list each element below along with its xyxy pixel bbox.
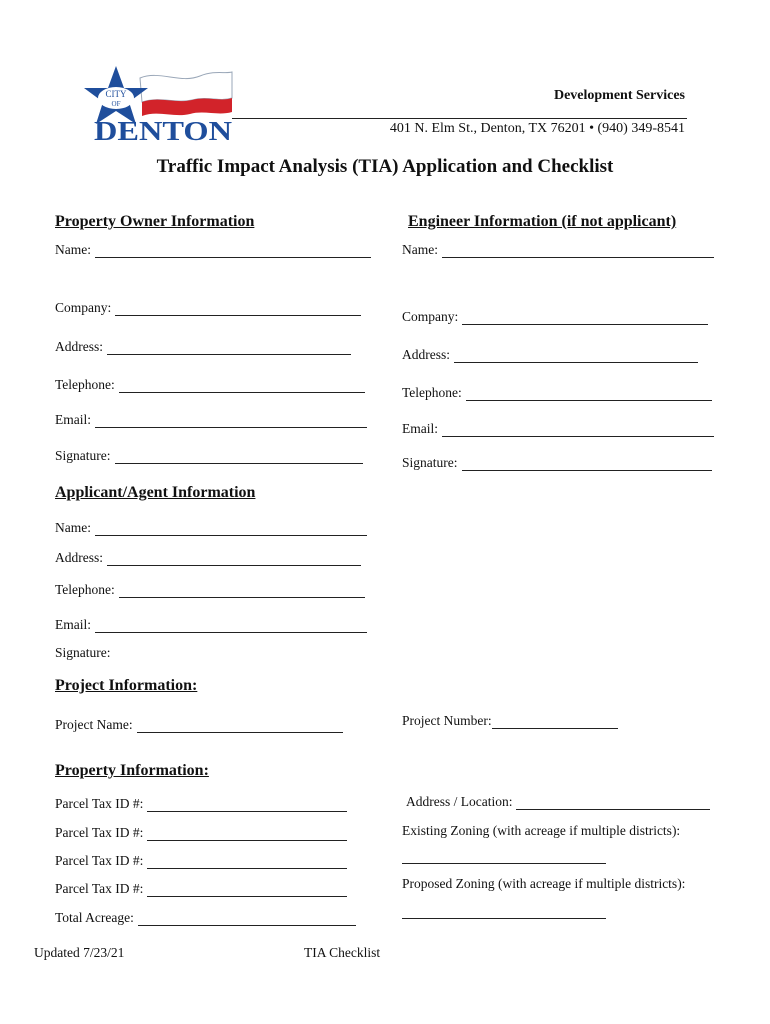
logo-of-text: OF: [111, 100, 121, 108]
owner-name-label: Name:: [55, 242, 91, 257]
applicant-address-line[interactable]: [107, 552, 361, 566]
applicant-address-field[interactable]: [55, 550, 361, 566]
project-number-label: Project Number:: [402, 713, 492, 728]
applicant-signature-field[interactable]: [55, 645, 111, 661]
applicant-email-line[interactable]: [95, 619, 367, 633]
property-section-heading: Property Information:: [55, 762, 209, 779]
proposed-zoning-line[interactable]: [402, 905, 606, 919]
applicant-telephone-line[interactable]: [119, 584, 365, 598]
owner-signature-line[interactable]: [115, 450, 363, 464]
applicant-email-field[interactable]: [55, 617, 367, 633]
logo-denton-text: DENTON: [94, 116, 233, 144]
updated-date: Updated 7/23/21: [34, 945, 125, 960]
parcel-tax-id-2-line[interactable]: [147, 827, 347, 841]
document-name: TIA Checklist: [304, 945, 381, 960]
project-section-heading: Project Information:: [55, 677, 198, 694]
parcel-tax-id-1-line[interactable]: [147, 798, 347, 812]
engineer-signature-label: Signature:: [402, 455, 458, 470]
address-location-line[interactable]: [516, 796, 710, 810]
department-name: Development Services: [553, 88, 685, 103]
applicant-telephone-field[interactable]: [55, 582, 365, 598]
total-acreage-field[interactable]: [55, 910, 356, 926]
engineer-email-field[interactable]: [402, 421, 714, 437]
parcel-tax-id-3-field[interactable]: [55, 853, 347, 869]
applicant-section-heading: Applicant/Agent Information: [55, 484, 256, 501]
owner-email-line[interactable]: [95, 414, 367, 428]
parcel-tax-id-2-field[interactable]: [55, 825, 347, 841]
engineer-company-field[interactable]: [402, 309, 708, 325]
logo-city-text: CITY: [105, 89, 127, 99]
parcel-tax-id-4-line[interactable]: [147, 883, 347, 897]
proposed-zoning-field: [402, 876, 685, 892]
address-location-field[interactable]: [406, 794, 710, 810]
parcel-tax-id-2-label: Parcel Tax ID #:: [55, 825, 144, 840]
parcel-tax-id-4-label: Parcel Tax ID #:: [55, 881, 144, 896]
owner-address-line[interactable]: [107, 341, 351, 355]
engineer-address-field[interactable]: [402, 347, 698, 363]
owner-email-label: Email:: [55, 412, 91, 427]
engineer-name-label: Name:: [402, 242, 438, 257]
parcel-tax-id-3-line[interactable]: [147, 855, 347, 869]
engineer-telephone-label: Telephone:: [402, 385, 462, 400]
parcel-tax-id-1-field[interactable]: [55, 796, 347, 812]
project-name-line[interactable]: [137, 719, 343, 733]
project-number-line[interactable]: [492, 715, 618, 729]
engineer-address-line[interactable]: [454, 349, 698, 363]
parcel-tax-id-3-label: Parcel Tax ID #:: [55, 853, 144, 868]
total-acreage-line[interactable]: [138, 912, 356, 926]
project-number-field[interactable]: [402, 713, 618, 729]
engineer-name-field[interactable]: [402, 242, 714, 258]
total-acreage-label: Total Acreage:: [55, 910, 134, 925]
parcel-tax-id-1-label: Parcel Tax ID #:: [55, 796, 144, 811]
owner-telephone-label: Telephone:: [55, 377, 115, 392]
owner-address-label: Address:: [55, 339, 103, 354]
page-title: Traffic Impact Analysis (TIA) Application and Checklist: [156, 156, 614, 177]
project-name-label: Project Name:: [55, 717, 133, 732]
owner-address-field[interactable]: [55, 339, 351, 355]
engineer-address-label: Address:: [402, 347, 450, 362]
applicant-email-label: Email:: [55, 617, 91, 632]
owner-email-field[interactable]: [55, 412, 367, 428]
proposed-zoning-label: Proposed Zoning (with acreage if multiple districts):: [402, 876, 686, 891]
engineer-email-label: Email:: [402, 421, 438, 436]
existing-zoning-field: [402, 823, 680, 839]
owner-section-heading: Property Owner Information: [55, 213, 255, 230]
engineer-signature-field[interactable]: [402, 455, 712, 471]
engineer-section-heading: Engineer Information (if not applicant): [408, 213, 677, 230]
owner-name-line[interactable]: [95, 244, 371, 258]
header-divider: [232, 118, 687, 119]
existing-zoning-line[interactable]: [402, 850, 606, 864]
applicant-address-label: Address:: [55, 550, 103, 565]
owner-signature-label: Signature:: [55, 448, 111, 463]
applicant-name-line[interactable]: [95, 522, 367, 536]
owner-signature-field[interactable]: [55, 448, 363, 464]
applicant-telephone-label: Telephone:: [55, 582, 115, 597]
owner-company-label: Company:: [55, 300, 112, 315]
engineer-company-label: Company:: [402, 309, 459, 324]
applicant-signature-label: Signature:: [55, 645, 111, 660]
engineer-signature-line[interactable]: [462, 457, 712, 471]
engineer-email-line[interactable]: [442, 423, 714, 437]
engineer-company-line[interactable]: [462, 311, 708, 325]
owner-telephone-line[interactable]: [119, 379, 365, 393]
engineer-name-line[interactable]: [442, 244, 714, 258]
owner-telephone-field[interactable]: [55, 377, 365, 393]
department-address: 401 N. Elm St., Denton, TX 76201 • (940) 349-8541: [389, 121, 685, 136]
city-of-denton-logo: [80, 64, 235, 144]
existing-zoning-label: Existing Zoning (with acreage if multiple districts):: [402, 823, 681, 838]
project-name-field[interactable]: [55, 717, 343, 733]
owner-company-field[interactable]: [55, 300, 361, 316]
applicant-name-label: Name:: [55, 520, 91, 535]
engineer-telephone-line[interactable]: [466, 387, 712, 401]
applicant-name-field[interactable]: [55, 520, 367, 536]
engineer-telephone-field[interactable]: [402, 385, 712, 401]
owner-name-field[interactable]: [55, 242, 371, 258]
owner-company-line[interactable]: [115, 302, 361, 316]
address-location-label: Address / Location:: [406, 794, 513, 809]
parcel-tax-id-4-field[interactable]: [55, 881, 347, 897]
